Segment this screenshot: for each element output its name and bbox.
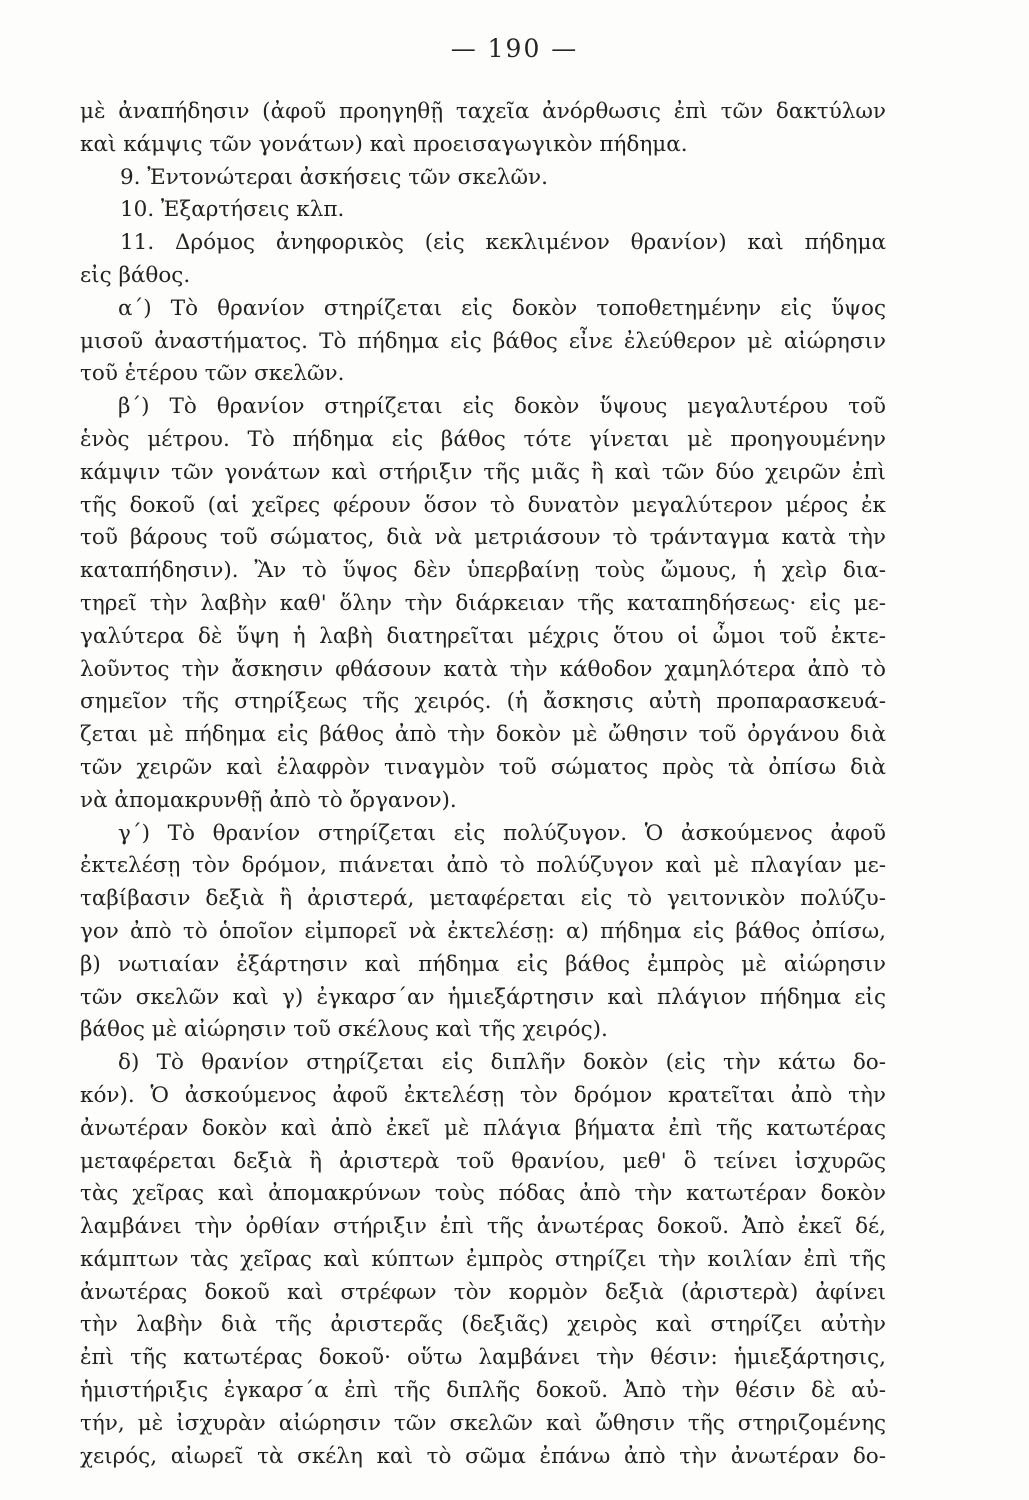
text-line: νὰ ἀπομακρυνθῇ ἀπὸ τὸ ὄργανον). xyxy=(80,787,457,813)
text-line: κάμπτων τὰς χεῖρας καὶ κύπτων ἐμπρὸς στηρίζει τὴν κοιλίαν ἐπὶ τῆς xyxy=(80,1246,886,1272)
text-line: λοῦντος τὴν ἄσκησιν φθάσουν κατὰ τὴν κάθοδον χαμηλότερα ἀπὸ τὸ xyxy=(80,656,886,682)
text-line: ἡμιστήριξις ἐγκαρσ΄α ἐπὶ τῆς διπλῆς δοκοῦ. Ἀπὸ τὴν θέσιν δὲ αὐ- xyxy=(80,1378,886,1404)
text-line: εἰς βάθος. xyxy=(80,262,191,288)
list-item-10: 10. Ἐξαρτήσεις κλπ. xyxy=(120,197,345,223)
list-item-9: 9. Ἐντονώτεραι ἀσκήσεις τῶν σκελῶν. xyxy=(120,164,548,190)
text-line: τήν, μὲ ἰσχυρὰν αἰώρησιν τῶν σκελῶν καὶ ὤθησιν τῆς στηριζομένης xyxy=(80,1410,886,1436)
text-line: γον ἀπὸ τὸ ὁποῖον εἰμπορεῖ νὰ ἐκτελέσῃ: α) πήδημα εἰς βάθος ὀπίσω, xyxy=(80,918,886,944)
text-line: ζεται μὲ πήδημα εἰς βάθος ἀπὸ τὴν δοκὸν μὲ ὤθησιν τοῦ ὀργάνου διὰ xyxy=(80,722,886,748)
text-line: ἀνωτέρας δοκοῦ καὶ στρέφων τὸν κορμὸν δεξιὰ (ἀριστερὰ) ἀφίνει xyxy=(80,1279,886,1305)
text-line: τῆς δοκοῦ (αἱ χεῖρες φέρουν ὅσον τὸ δυνατὸν μεγαλύτερον μέρος ἐκ xyxy=(80,492,886,518)
text-line: ἀνωτέραν δοκὸν καὶ ἀπὸ ἐκεῖ μὲ πλάγια βήματα ἐπὶ τῆς κατωτέρας xyxy=(80,1115,886,1141)
text-line: μεταφέρεται δεξιὰ ἢ ἀριστερὰ τοῦ θρανίου, μεθ' ὃ τείνει ἰσχυρῶς xyxy=(80,1148,886,1174)
text-line: ταβίβασιν δεξιὰ ἢ ἀριστερά, μεταφέρεται εἰς τὸ γειτονικὸν πολύζυ- xyxy=(80,886,886,912)
text-line: λαμβάνει τὴν ὀρθίαν στήριξιν ἐπὶ τῆς ἀνωτέρας δοκοῦ. Ἀπὸ ἐκεῖ δέ, xyxy=(80,1214,886,1240)
text-line: τοῦ βάρους τοῦ σώματος, διὰ νὰ μετριάσουν τὸ τράνταγμα κατὰ τὴν xyxy=(80,525,886,551)
subitem-beta: β΄) Τὸ θρανίον στηρίζεται εἰς δοκὸν ὕψους μεγαλυτέρου τοῦ xyxy=(118,394,886,420)
body-text xyxy=(80,96,886,1473)
text-line: χειρός, αἰωρεῖ τὰ σκέλη καὶ τὸ σῶμα ἐπάνω ἀπὸ τὴν ἀνωτέραν δο- xyxy=(80,1443,886,1469)
text-line: τῶν χειρῶν καὶ ἐλαφρὸν τιναγμὸν τοῦ σώματος πρὸς τὰ ὀπίσω διὰ xyxy=(80,754,886,780)
subitem-delta: δ) Τὸ θρανίον στηρίζεται εἰς διπλῆν δοκὸν (εἰς τὴν κάτω δο- xyxy=(118,1050,886,1076)
text-line: κόν). Ὁ ἀσκούμενος ἀφοῦ ἐκτελέσῃ τὸν δρόμον κρατεῖται ἀπὸ τὴν xyxy=(80,1082,886,1108)
text-line: ἐπὶ τῆς κατωτέρας δοκοῦ· οὕτω λαμβάνει τὴν θέσιν: ἡμιεξάρτησις, xyxy=(80,1345,886,1371)
text-line: τῶν σκελῶν καὶ γ) ἐγκαρσ΄αν ἡμιεξάρτησιν καὶ πλάγιον πήδημα εἰς xyxy=(80,984,886,1010)
text-line: μισοῦ ἀναστήματος. Τὸ πήδημα εἰς βάθος εἶνε ἐλεύθερον μὲ αἰώρησιν xyxy=(80,328,886,354)
text-line: ἑνὸς μέτρου. Τὸ πήδημα εἰς βάθος τότε γίνεται μὲ προηγουμένην xyxy=(80,426,886,452)
subitem-alpha: α΄) Τὸ θρανίον στηρίζεται εἰς δοκὸν τοποθετημένην εἰς ὕψος xyxy=(118,295,886,321)
text-line: τηρεῖ τὴν λαβὴν καθ' ὅλην τὴν διάρκειαν τῆς καταπηδήσεως· εἰς με- xyxy=(80,590,886,616)
text-line: ἐκτελέσῃ τὸν δρόμον, πιάνεται ἀπὸ τὸ πολύζυγον καὶ μὲ πλαγίαν με- xyxy=(80,853,886,879)
text-line: βάθος μὲ αἰώρησιν τοῦ σκέλους καὶ τῆς χειρός). xyxy=(80,1017,608,1043)
text-line: β) νωτιαίαν ἐξάρτησιν καὶ πήδημα εἰς βάθος ἐμπρὸς μὲ αἰώρησιν xyxy=(80,951,886,977)
list-item-11: 11. Δρόμος ἀνηφορικὸς (εἰς κεκλιμένον θρανίον) καὶ πήδημα xyxy=(120,230,886,256)
text-line: σημεῖον τῆς στηρίξεως τῆς χειρός. (ἡ ἄσκησις αὐτὴ προπαρασκευά- xyxy=(80,689,886,715)
text-line: τὴν λαβὴν διὰ τῆς ἀριστερᾶς (δεξιᾶς) χειρὸς καὶ στηρίζει αὐτὴν xyxy=(80,1312,886,1338)
text-line: μὲ ἀναπήδησιν (ἀφοῦ προηγηθῇ ταχεῖα ἀνόρθωσις ἐπὶ τῶν δακτύλων xyxy=(80,99,886,124)
subitem-gamma: γ΄) Τὸ θρανίον στηρίζεται εἰς πολύζυγον. Ὁ ἀσκούμενος ἀφοῦ xyxy=(118,820,886,846)
text-line: καὶ κάμψις τῶν γονάτων) καὶ προεισαγωγικὸν πήδημα. xyxy=(80,131,688,157)
text-line: τὰς χεῖρας καὶ ἀπομακρύνων τοὺς πόδας ἀπὸ τὴν κατωτέραν δοκὸν xyxy=(80,1181,886,1207)
page-number: — 190 — xyxy=(450,34,579,63)
text-line: τοῦ ἑτέρου τῶν σκελῶν. xyxy=(80,361,345,387)
text-line: γαλύτερα δὲ ὕψη ἡ λαβὴ διατηρεῖται μέχρις ὅτου οἱ ὦμοι τοῦ ἐκτε- xyxy=(80,623,886,649)
text-line: κάμψιν τῶν γονάτων καὶ στήριξιν τῆς μιᾶς ἢ καὶ τῶν δύο χειρῶν ἐπὶ xyxy=(80,459,886,485)
text-line: καταπήδησιν). Ἂν τὸ ὕψος δὲν ὑπερβαίνῃ τοὺς ὤμους, ἡ χεὶρ δια- xyxy=(80,558,886,584)
